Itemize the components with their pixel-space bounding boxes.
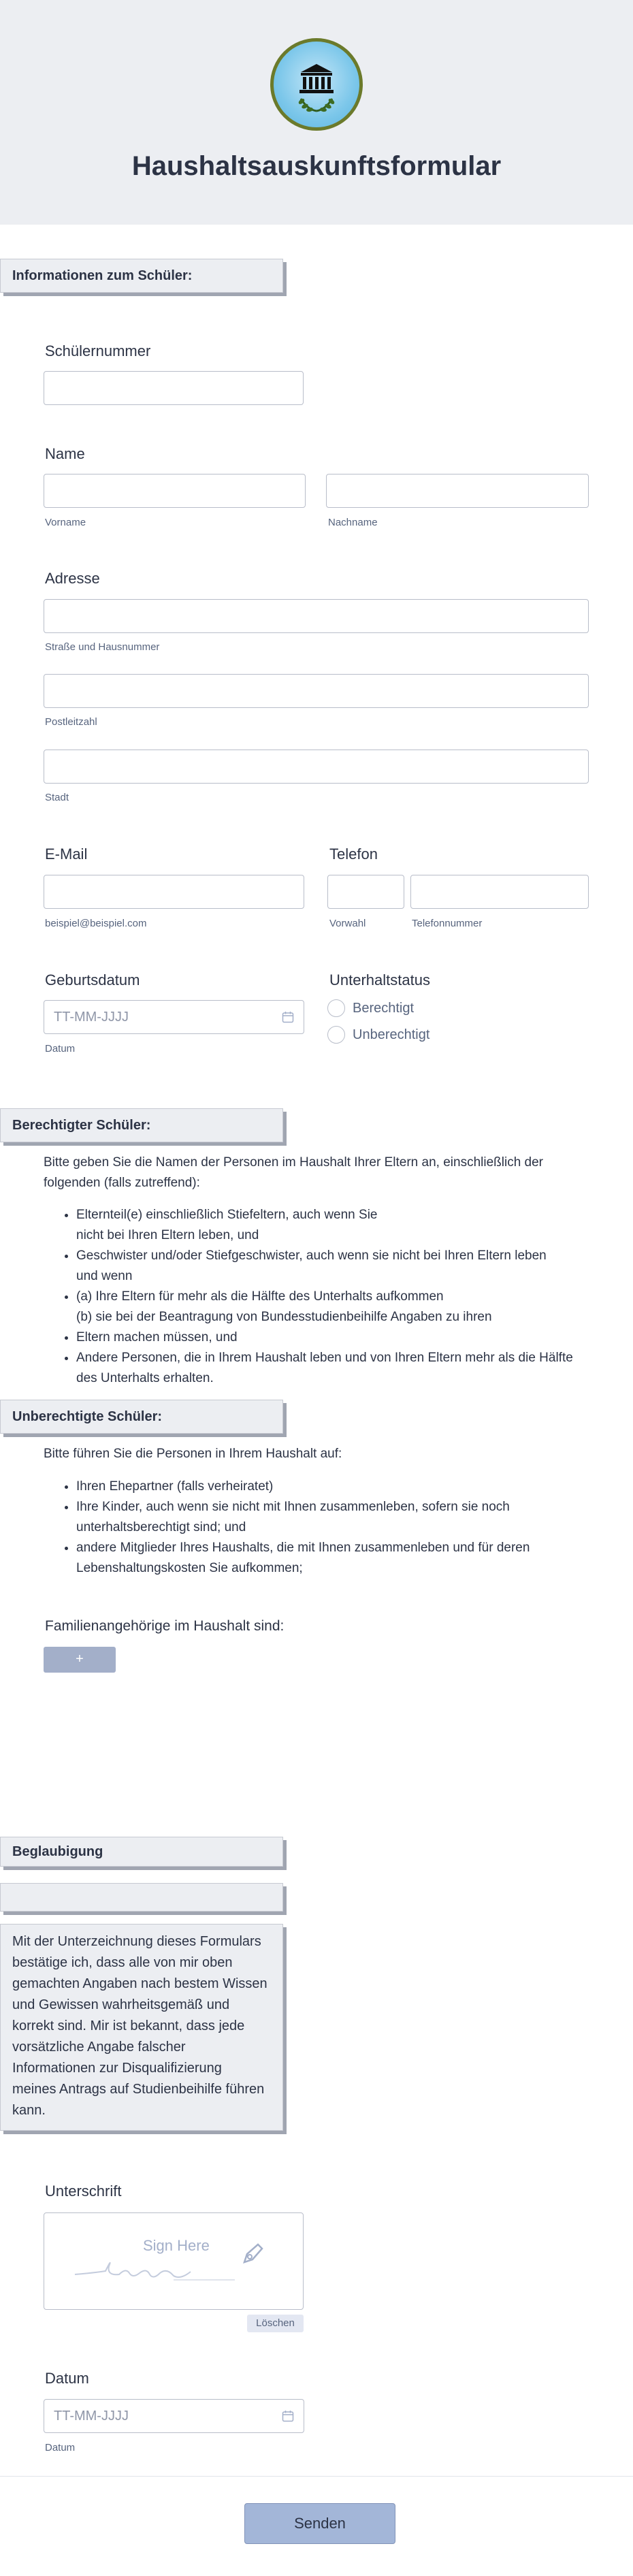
email-input[interactable] bbox=[44, 875, 304, 909]
last-name-input[interactable] bbox=[326, 474, 589, 508]
ineligible-intro: Bitte führen Sie die Personen in Ihrem Haushalt auf: bbox=[44, 1447, 342, 1461]
email-label: E-Mail bbox=[45, 846, 88, 863]
list-item: • andere Mitglieder Ihres Haushalts, die mit Ihnen zusammenleben und für deren Lebenshaltungskosten Sie aufkommen; bbox=[76, 1538, 530, 1579]
submit-button[interactable]: Senden bbox=[244, 2503, 395, 2544]
first-name-sublabel: Vorname bbox=[45, 517, 86, 528]
birthdate-sublabel: Datum bbox=[45, 1043, 76, 1054]
birthdate-input[interactable] bbox=[44, 1000, 304, 1034]
city-sublabel: Stadt bbox=[45, 792, 69, 803]
logo bbox=[270, 38, 363, 131]
section-header-empty bbox=[0, 1883, 283, 1912]
eligible-intro: Bitte geben Sie die Namen der Personen im Haushalt Ihrer Eltern an, einschließlich der folgenden (falls zutreffend): bbox=[44, 1155, 543, 1190]
list-item: • (a) Ihre Eltern für mehr als die Hälfte des Unterhalts aufkommen (b) sie bei der Beantragung von Bundesstudienbeihilfe Angaben zu ihren bbox=[76, 1287, 573, 1327]
section-header-eligible: Berechtigter Schüler: bbox=[0, 1108, 283, 1142]
area-code-input[interactable] bbox=[327, 875, 404, 909]
eligible-list bbox=[60, 1205, 573, 1389]
list-item: • Andere Personen, die in Ihrem Haushalt leben und von Ihren Eltern mehr als die Hälfte des Unterhalts erhalten. bbox=[76, 1348, 573, 1389]
ineligible-list bbox=[60, 1477, 530, 1579]
clear-signature-button[interactable]: Löschen bbox=[247, 2315, 304, 2332]
section-header-ineligible: Unberechtigte Schüler: bbox=[0, 1400, 283, 1434]
birthdate-label: Geburtsdatum bbox=[45, 971, 140, 988]
list-item: • Eltern machen müssen, und bbox=[76, 1327, 573, 1348]
phone-label: Telefon bbox=[329, 846, 378, 863]
date-placeholder: TT-MM-JJJJ bbox=[54, 2409, 129, 2424]
date-sublabel: Datum bbox=[45, 2442, 76, 2453]
list-item: • Ihre Kinder, auch wenn sie nicht mit Ihnen zusammenleben, sofern sie noch unterhaltsberechtigt sind; und bbox=[76, 1497, 530, 1538]
section-header-student: Informationen zum Schüler: bbox=[0, 259, 283, 293]
first-name-input[interactable] bbox=[44, 474, 306, 508]
form-header bbox=[0, 0, 633, 225]
radio-unberechtigt[interactable] bbox=[327, 1026, 345, 1044]
signature-label: Unterschrift bbox=[45, 2183, 122, 2200]
email-sublabel: beispiel@beispiel.com bbox=[45, 918, 147, 929]
page-title: Haushaltsauskunftsformular bbox=[131, 151, 502, 181]
student-number-input[interactable] bbox=[44, 371, 304, 405]
area-code-sublabel: Vorwahl bbox=[329, 918, 366, 929]
signature-pad[interactable] bbox=[44, 2212, 304, 2310]
certification-text: Mit der Unterzeichnung dieses Formulars bestätige ich, dass alle von mir oben gemachten Angaben nach bestem Wissen und Gewissen wahrheitsgemäß und korrekt sind. Mir ist bekannt, dass jede vorsätzliche Angabe falscher Informationen zur Disqualifizierung meines Antrags auf Studienbeihilfe führen kann. bbox=[0, 1924, 283, 2131]
list-item: • Elternteil(e) einschließlich Stiefeltern, auch wenn Sie nicht bei Ihren Eltern leben, und bbox=[76, 1205, 573, 1246]
date-input[interactable] bbox=[44, 2399, 304, 2433]
radio-unberechtigt-label[interactable]: Unberechtigt bbox=[353, 1027, 430, 1042]
last-name-sublabel: Nachname bbox=[328, 517, 378, 528]
zip-input[interactable] bbox=[44, 674, 589, 708]
city-input[interactable] bbox=[44, 750, 589, 784]
date-label: Datum bbox=[45, 2370, 89, 2387]
phone-number-sublabel: Telefonnummer bbox=[412, 918, 483, 929]
family-label: Familienangehörige im Haushalt sind: bbox=[45, 1618, 285, 1634]
street-sublabel: Straße und Hausnummer bbox=[45, 641, 160, 653]
address-label: Adresse bbox=[45, 570, 100, 587]
add-family-member-button[interactable]: + bbox=[44, 1647, 116, 1673]
birthdate-placeholder: TT-MM-JJJJ bbox=[54, 1010, 129, 1025]
street-input[interactable] bbox=[44, 599, 589, 633]
support-status-label: Unterhaltstatus bbox=[329, 971, 430, 988]
signature-prompt: Sign Here bbox=[143, 2237, 210, 2254]
columns-building-laurel-icon bbox=[274, 42, 359, 127]
calendar-icon[interactable] bbox=[282, 2410, 294, 2422]
phone-number-input[interactable] bbox=[410, 875, 589, 909]
section-header-certification: Beglaubigung bbox=[0, 1837, 283, 1867]
pen-icon bbox=[238, 2239, 267, 2269]
list-item: • Ihren Ehepartner (falls verheiratet) bbox=[76, 1477, 530, 1497]
name-label: Name bbox=[45, 445, 85, 462]
zip-sublabel: Postleitzahl bbox=[45, 716, 97, 728]
radio-berechtigt-label[interactable]: Berechtigt bbox=[353, 1001, 415, 1016]
list-item: • Geschwister und/oder Stiefgeschwister, auch wenn sie nicht bei Ihren Eltern leben und wenn bbox=[76, 1246, 573, 1287]
student-number-label: Schülernummer bbox=[45, 342, 151, 359]
calendar-icon[interactable] bbox=[282, 1011, 294, 1023]
radio-berechtigt[interactable] bbox=[327, 999, 345, 1017]
divider bbox=[0, 2476, 633, 2477]
